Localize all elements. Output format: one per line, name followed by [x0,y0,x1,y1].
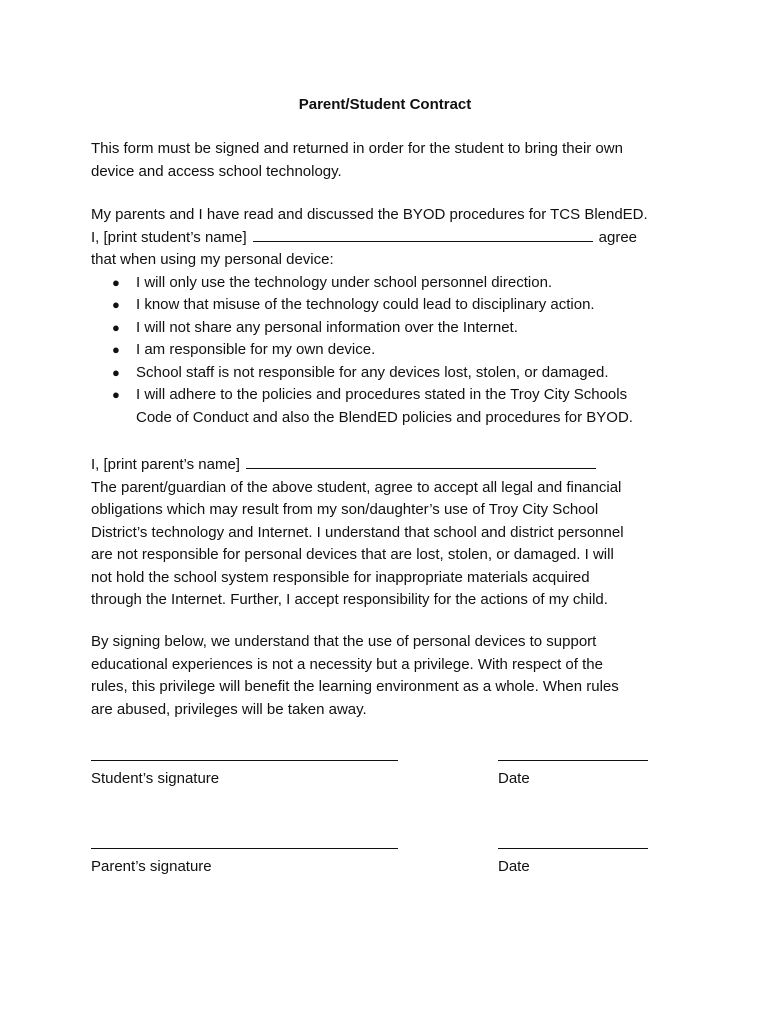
agree-text: agree [598,228,638,246]
document-title: Parent/Student Contract [298,96,472,113]
parent-agreement-section [91,454,681,612]
closing-line: are abused, privileges will be taken away. [91,700,367,718]
bullet-icon: ● [112,364,120,380]
student-name-label: I, [print student’s name] [91,228,247,246]
bullet-icon: ● [112,297,120,312]
intro-paragraph [91,138,681,183]
rule-text: School staff is not responsible for any devices lost, stolen, or damaged. [136,363,609,381]
parent-agreement-line: through the Internet. Further, I accept responsibility for the actions of my child. [91,591,608,608]
intro-line: device and access school technology. [91,162,342,180]
closing-line: rules, this privilege will benefit the learning environment as a whole. When rules [91,678,619,695]
parent-agreement-line: District’s technology and Internet. I understand that school and district personnel [91,523,624,541]
rule-text: I will adhere to the policies and procedures stated in the Troy City Schools [136,386,628,403]
bullet-icon: ● [112,387,120,402]
procedures-statement: My parents and I have read and discussed the BYOD procedures for TCS BlendED. [91,206,648,223]
student-signature-label: Student’s signature [91,770,220,787]
student-name-field[interactable] [253,227,593,242]
parent-date-block [498,848,648,877]
student-signature-block [91,760,398,789]
list-item [91,317,681,340]
parent-date-label: Date [498,858,530,875]
parent-agreement-line: obligations which may result from my son/daughter’s use of Troy City School [91,501,599,518]
list-item [91,339,681,362]
parent-name-row [91,454,681,477]
student-signature-field[interactable] [91,760,398,761]
bullet-icon: ● [112,342,120,357]
parent-agreement-line: The parent/guardian of the above student, agree to accept all legal and financial [91,478,622,496]
rule-text: I am responsible for my own device. [136,341,376,358]
parent-name-label: I, [print parent’s name] [91,456,240,473]
parent-signature-field[interactable] [91,848,398,849]
procedures-lead-in: that when using my personal device: [91,251,334,268]
rule-text: Code of Conduct and also the BlendED policies and procedures for BYOD. [136,408,633,426]
closing-line: educational experiences is not a necessity but a privilege. With respect of the [91,655,603,673]
list-item [91,294,681,317]
bullet-icon: ● [112,274,120,290]
parent-signature-block [91,848,398,877]
student-date-field[interactable] [498,760,648,761]
intro-line: This form must be signed and returned in order for the student to bring their own [91,140,623,157]
rule-text: I know that misuse of the technology could lead to disciplinary action. [136,296,595,313]
closing-line: By signing below, we understand that the use of personal devices to support [91,633,597,650]
list-item [91,362,681,385]
rule-text: I will not share any personal information over the Internet. [136,318,518,336]
bullet-icon: ● [112,319,120,335]
parent-signature-label: Parent’s signature [91,858,212,875]
student-date-label: Date [498,770,530,787]
list-item [91,384,681,429]
parent-agreement-line: not hold the school system responsible for inappropriate materials acquired [91,568,590,586]
parent-date-field[interactable] [498,848,648,849]
student-date-block [498,760,648,789]
student-name-row [91,227,681,250]
rules-list [91,272,681,430]
parent-agreement-line: are not responsible for personal devices that are lost, stolen, or damaged. I will [91,546,614,563]
procedures-section [91,204,681,429]
rule-text: I will only use the technology under school personnel direction. [136,273,553,291]
parent-name-field[interactable] [246,454,596,469]
list-item [91,272,681,295]
closing-paragraph [91,631,681,721]
